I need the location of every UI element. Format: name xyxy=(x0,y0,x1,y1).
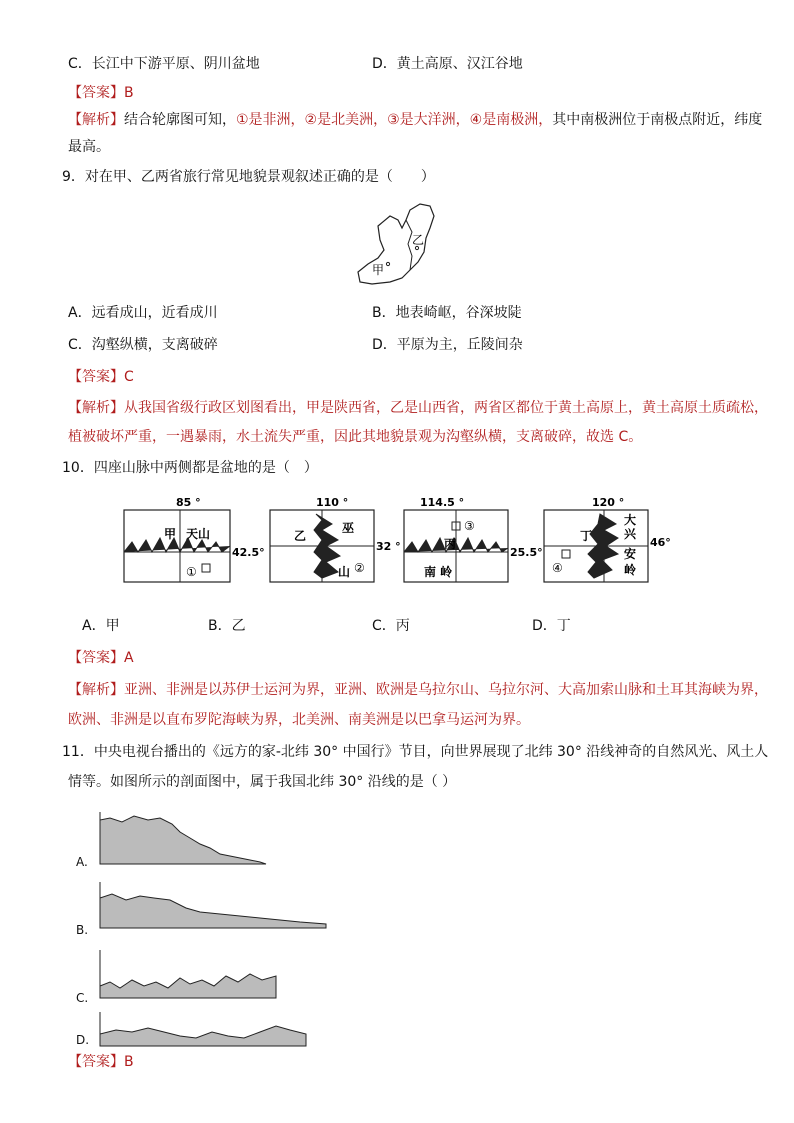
region-label: 丙 xyxy=(444,537,457,551)
answer-tag: 【答案】 xyxy=(68,369,124,385)
q9-option-d: D．平原为主，丘陵间杂 xyxy=(372,337,523,353)
q9-stem: 9．对在甲、乙两省旅行常见地貌景观叙述正确的是（ ） xyxy=(62,169,435,185)
mountain-panel-3 xyxy=(400,494,550,586)
mountain-label-2: 兴 xyxy=(624,527,637,541)
capital-dot-yi xyxy=(415,246,418,249)
mountain-label-4: 岭 xyxy=(624,563,637,577)
basin-icon xyxy=(562,550,570,558)
longitude-label: 85 ° xyxy=(176,496,201,509)
answer-tag: 【答案】 xyxy=(68,85,124,101)
q10-answer xyxy=(68,648,134,668)
analysis-highlight: ①是非洲，②是北美洲，③是大洋洲，④是南极洲， xyxy=(236,112,553,128)
q9-option-b: B．地表崎岖，谷深坡陡 xyxy=(372,305,522,321)
region-label: 甲 xyxy=(164,527,177,541)
longitude-label: 114.5 ° xyxy=(420,496,465,509)
analysis-text: 从我国省级行政区划图看出，甲是陕西省，乙是山西省，两省区都位于黄土高原上，黄土高原土质疏松， xyxy=(124,400,768,416)
q9-analysis-line-1 xyxy=(68,398,768,418)
mountain-range xyxy=(124,538,230,552)
analysis-tag: 【解析】 xyxy=(68,400,124,416)
basin-number: ④ xyxy=(552,561,563,575)
answer-tag: 【答案】 xyxy=(68,1054,124,1070)
q8-analysis-line-2: 最高。 xyxy=(68,139,110,155)
region-label: 乙 xyxy=(294,529,307,543)
q10-option-a: A．甲 xyxy=(82,618,120,634)
q11-stem-line-2: 情等。如图所示的剖面图中，属于我国北纬 30° 沿线的是（ ） xyxy=(68,774,457,790)
profile-terrain xyxy=(100,894,326,928)
profile-b-label: B. xyxy=(76,923,89,937)
profile-a-label: A. xyxy=(76,855,88,869)
terrain-profile-c xyxy=(90,946,280,1002)
answer-tag: 【答案】 xyxy=(68,650,124,666)
q11-stem-line-1: 11．中央电视台播出的《远方的家-北纬 30° 中国行》节目，向世界展现了北纬 30° 沿线神奇的自然风光、风土人 xyxy=(62,744,769,760)
analysis-tag: 【解析】 xyxy=(68,682,124,698)
mountain-label: 南 岭 xyxy=(424,565,453,579)
longitude-label: 110 ° xyxy=(316,496,349,509)
latitude-label: 42.5° xyxy=(232,546,265,559)
analysis-text: 亚洲、非洲是以苏伊士运河为界，亚洲、欧洲是乌拉尔山、乌拉尔河、大高加索山脉和土耳其海峡为界， xyxy=(124,682,768,698)
mountain-label: 巫 xyxy=(342,521,355,535)
terrain-profile-d xyxy=(90,1010,310,1050)
latitude-label: 46° xyxy=(650,536,671,549)
analysis-text: 其中南极洲位于南极点附近，纬度 xyxy=(552,112,763,128)
terrain-profile-a xyxy=(90,808,270,868)
q9-option-c: C．沟壑纵横，支离破碎 xyxy=(68,337,218,353)
q10-stem: 10．四座山脉中两侧都是盆地的是（ ） xyxy=(62,460,318,476)
profile-d-label: D. xyxy=(76,1033,90,1047)
profile-terrain xyxy=(100,816,266,864)
analysis-tag: 【解析】 xyxy=(68,112,124,128)
map-label-jia: 甲 xyxy=(372,263,385,277)
q8-analysis-line-1 xyxy=(68,110,762,130)
q10-option-c: C．丙 xyxy=(372,618,410,634)
analysis-text: 结合轮廓图可知， xyxy=(124,112,236,128)
q8-option-d: D．黄土高原、汉江谷地 xyxy=(372,56,523,72)
q9-option-a: A．远看成山，近看成川 xyxy=(68,305,218,321)
q10-option-b: B．乙 xyxy=(208,618,246,634)
answer-value: A xyxy=(124,650,134,666)
latitude-label: 32 ° xyxy=(376,540,401,553)
mountain-panel-4 xyxy=(540,494,680,586)
mountain-label: 大 xyxy=(624,513,637,527)
q10-option-d: D．丁 xyxy=(532,618,571,634)
basin-number: ① xyxy=(186,565,197,579)
q8-answer xyxy=(68,83,134,103)
q9-answer xyxy=(68,367,134,387)
mountain-label-2: 山 xyxy=(338,565,351,579)
q10-analysis-line-2: 欧洲、非洲是以直布罗陀海峡为界，北美洲、南美洲是以巴拿马运河为界。 xyxy=(68,712,530,728)
answer-value: B xyxy=(124,85,134,101)
mountain-label-3: 安 xyxy=(624,547,637,561)
mountain-panel-1 xyxy=(120,494,270,586)
answer-value: C xyxy=(124,369,134,385)
basin-number: ③ xyxy=(464,519,475,533)
province-outline-map xyxy=(350,198,440,290)
profile-terrain xyxy=(100,1026,306,1046)
mountain-label: 天山 xyxy=(186,527,211,541)
basin-icon xyxy=(202,564,210,572)
answer-value: B xyxy=(124,1054,134,1070)
latitude-label: 25.5° xyxy=(510,546,543,559)
terrain-profile-b xyxy=(90,878,330,934)
capital-dot-jia xyxy=(386,262,389,265)
basin-number: ② xyxy=(354,561,365,575)
q9-analysis-line-2: 植被破坏严重，一遇暴雨，水土流失严重，因此其地貌景观为沟壑纵横，支离破碎，故选 C。 xyxy=(68,429,643,445)
q8-option-c: C．长江中下游平原、阴川盆地 xyxy=(68,56,260,72)
mountain-panel-2 xyxy=(266,494,406,586)
longitude-label: 120 ° xyxy=(592,496,625,509)
map-label-yi: 乙 xyxy=(412,233,425,247)
q10-analysis-line-1 xyxy=(68,680,768,700)
region-label: 丁 xyxy=(580,529,593,543)
profile-c-label: C. xyxy=(76,991,89,1005)
q11-answer xyxy=(68,1052,134,1072)
profile-terrain xyxy=(100,974,276,998)
